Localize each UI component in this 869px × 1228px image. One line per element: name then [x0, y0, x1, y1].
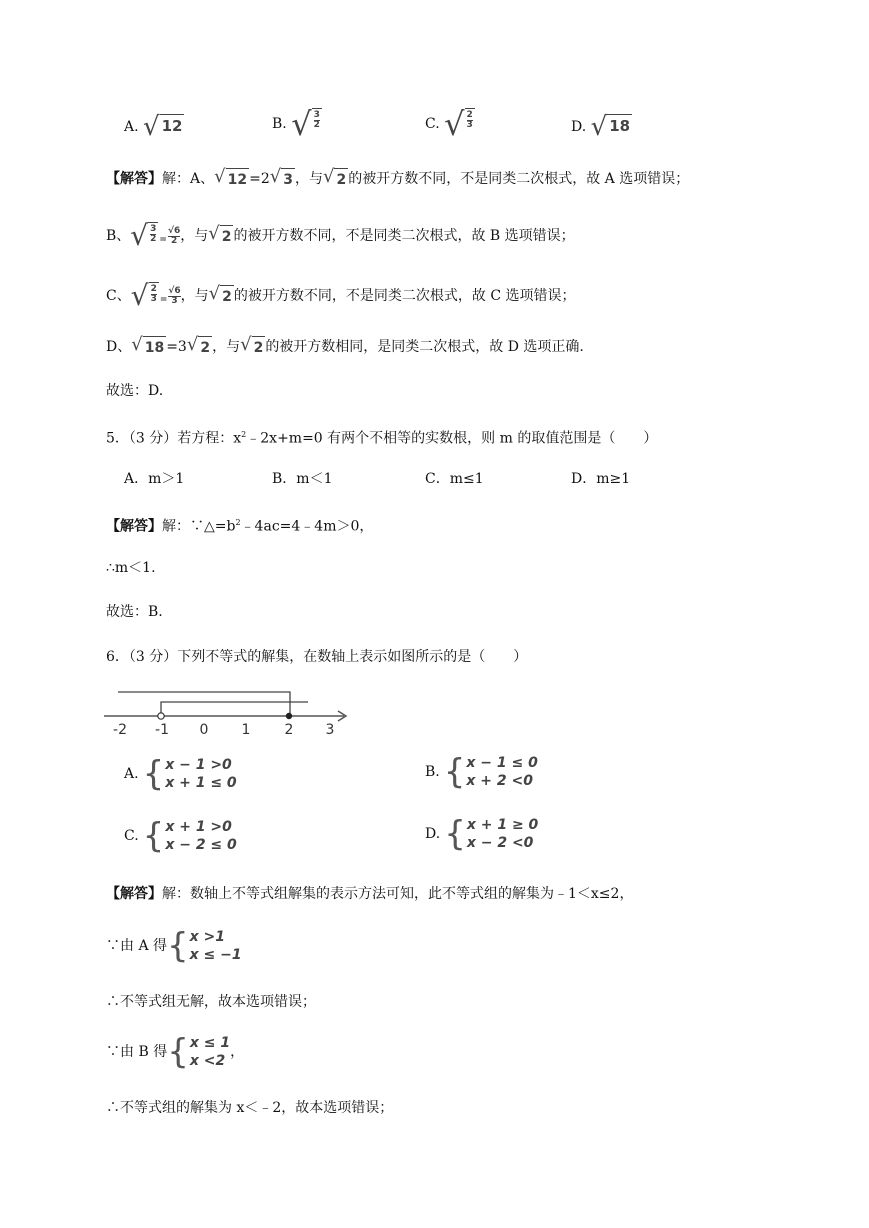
q6-solution-b-result: ∴不等式组的解集为 x＜﹣2，故本选项错误； [106, 1100, 394, 1116]
q6-option-a: A. { x − 1 >0 x + 1 ≤ 0 [124, 754, 237, 794]
q5-option-c: C．m≤1 [425, 471, 484, 487]
closed-point-2 [286, 713, 292, 719]
tick-label: 1 [241, 722, 251, 738]
sqrt-frac-3-2: √ $\frac{3}{2}$ [291, 105, 320, 143]
brace-icon: { [167, 926, 189, 966]
q4-option-c: C. √ $\frac{2}{3}$ [425, 105, 473, 143]
brace-icon: { [167, 1032, 189, 1072]
q6-option-d: D. { x + 1 ≥ 0 x − 2 <0 [425, 814, 539, 854]
tick-label: 0 [199, 722, 209, 738]
tick-label: 2 [284, 722, 294, 738]
q6-option-b: B. { x − 1 ≤ 0 x + 2 <0 [425, 752, 538, 792]
q6-solution-a-result: ∴不等式组无解，故本选项错误； [106, 994, 316, 1010]
brace-icon: { [142, 754, 165, 794]
q4-option-b: B. √ $\frac{3}{2}$ [272, 105, 320, 143]
q4-choice: 故选：D. [106, 383, 164, 399]
bracket-x-le-2 [118, 692, 290, 716]
q6-solution-line1: 【解答】解：数轴上不等式组解集的表示方法可知，此不等式组的解集为﹣1＜x≤2， [106, 886, 634, 902]
q4-solution-line3: C、 √ $\frac{2}{3}$ = $\frac{√6}{3}$ ，与 √ 2 的被开方数不同，不是同类二次根式，故 C 选项错误； [106, 279, 576, 312]
q5-solution-line2: ∴m＜1. [106, 560, 156, 576]
q6-option-c: C. { x + 1 >0 x − 2 ≤ 0 [124, 816, 237, 856]
brace-icon: { [443, 752, 466, 792]
tick-label: -1 [155, 722, 169, 738]
tick-label: -2 [113, 722, 127, 738]
tick-label: 3 [325, 722, 335, 738]
brace-icon: { [444, 814, 466, 854]
q4-option-d: D. √ 18 [571, 112, 631, 142]
q4-solution-line2: B、 √ $\frac{3}{2}$ = $\frac{√6}{2}$ ，与 √ 2 的被开方数不同，不是同类二次根式，故 B 选项错误； [106, 219, 575, 252]
q4-solution-line4: D、 √ 18 =3 √ 2 ，与 √ 2 的被开方数相同，是同类二次根式，故 D 选项正确. [106, 334, 584, 356]
q5-stem: 5．（3 分）若方程：$x^2﹣2x+m=0$ 有两个不相等的实数根，则 m 的取值范围是（ ） [106, 430, 658, 447]
q4-option-a: A. √ 12 [124, 112, 183, 142]
q6-solution-b: ∵由 B 得 { x ≤ 1 x <2 ， [106, 1032, 245, 1072]
q5-option-a: A．m＞1 [124, 471, 185, 487]
q5-solution-line1: 【解答】解：$\because\triangle=b^2﹣4ac=4﹣4m>0$， [106, 518, 374, 535]
q5-option-d: D．m≥1 [571, 471, 631, 487]
q4-solution-line1: 【解答】解：A、 √ 12 =2 √ 3 ，与 √ 2 的被开方数不同，不是同类二次根式，故 A 选项错误； [106, 166, 690, 188]
q6-stem: 6．（3 分）下列不等式的解集，在数轴上表示如图所示的是（ ） [106, 649, 528, 665]
number-line-figure [100, 682, 360, 740]
sqrt-frac-2-3: √ $\frac{2}{3}$ [444, 105, 473, 143]
open-point-neg1 [158, 713, 164, 719]
sqrt-18: √ 18 [590, 112, 631, 142]
q5-option-b: B．m＜1 [272, 471, 333, 487]
bracket-x-gt-neg1 [161, 702, 308, 716]
sqrt-12: √ 12 [143, 112, 183, 142]
q5-choice: 故选：B. [106, 604, 163, 620]
q6-solution-a: ∵由 A 得 { x >1 x ≤ −1 [106, 926, 242, 966]
brace-icon: { [142, 816, 165, 856]
